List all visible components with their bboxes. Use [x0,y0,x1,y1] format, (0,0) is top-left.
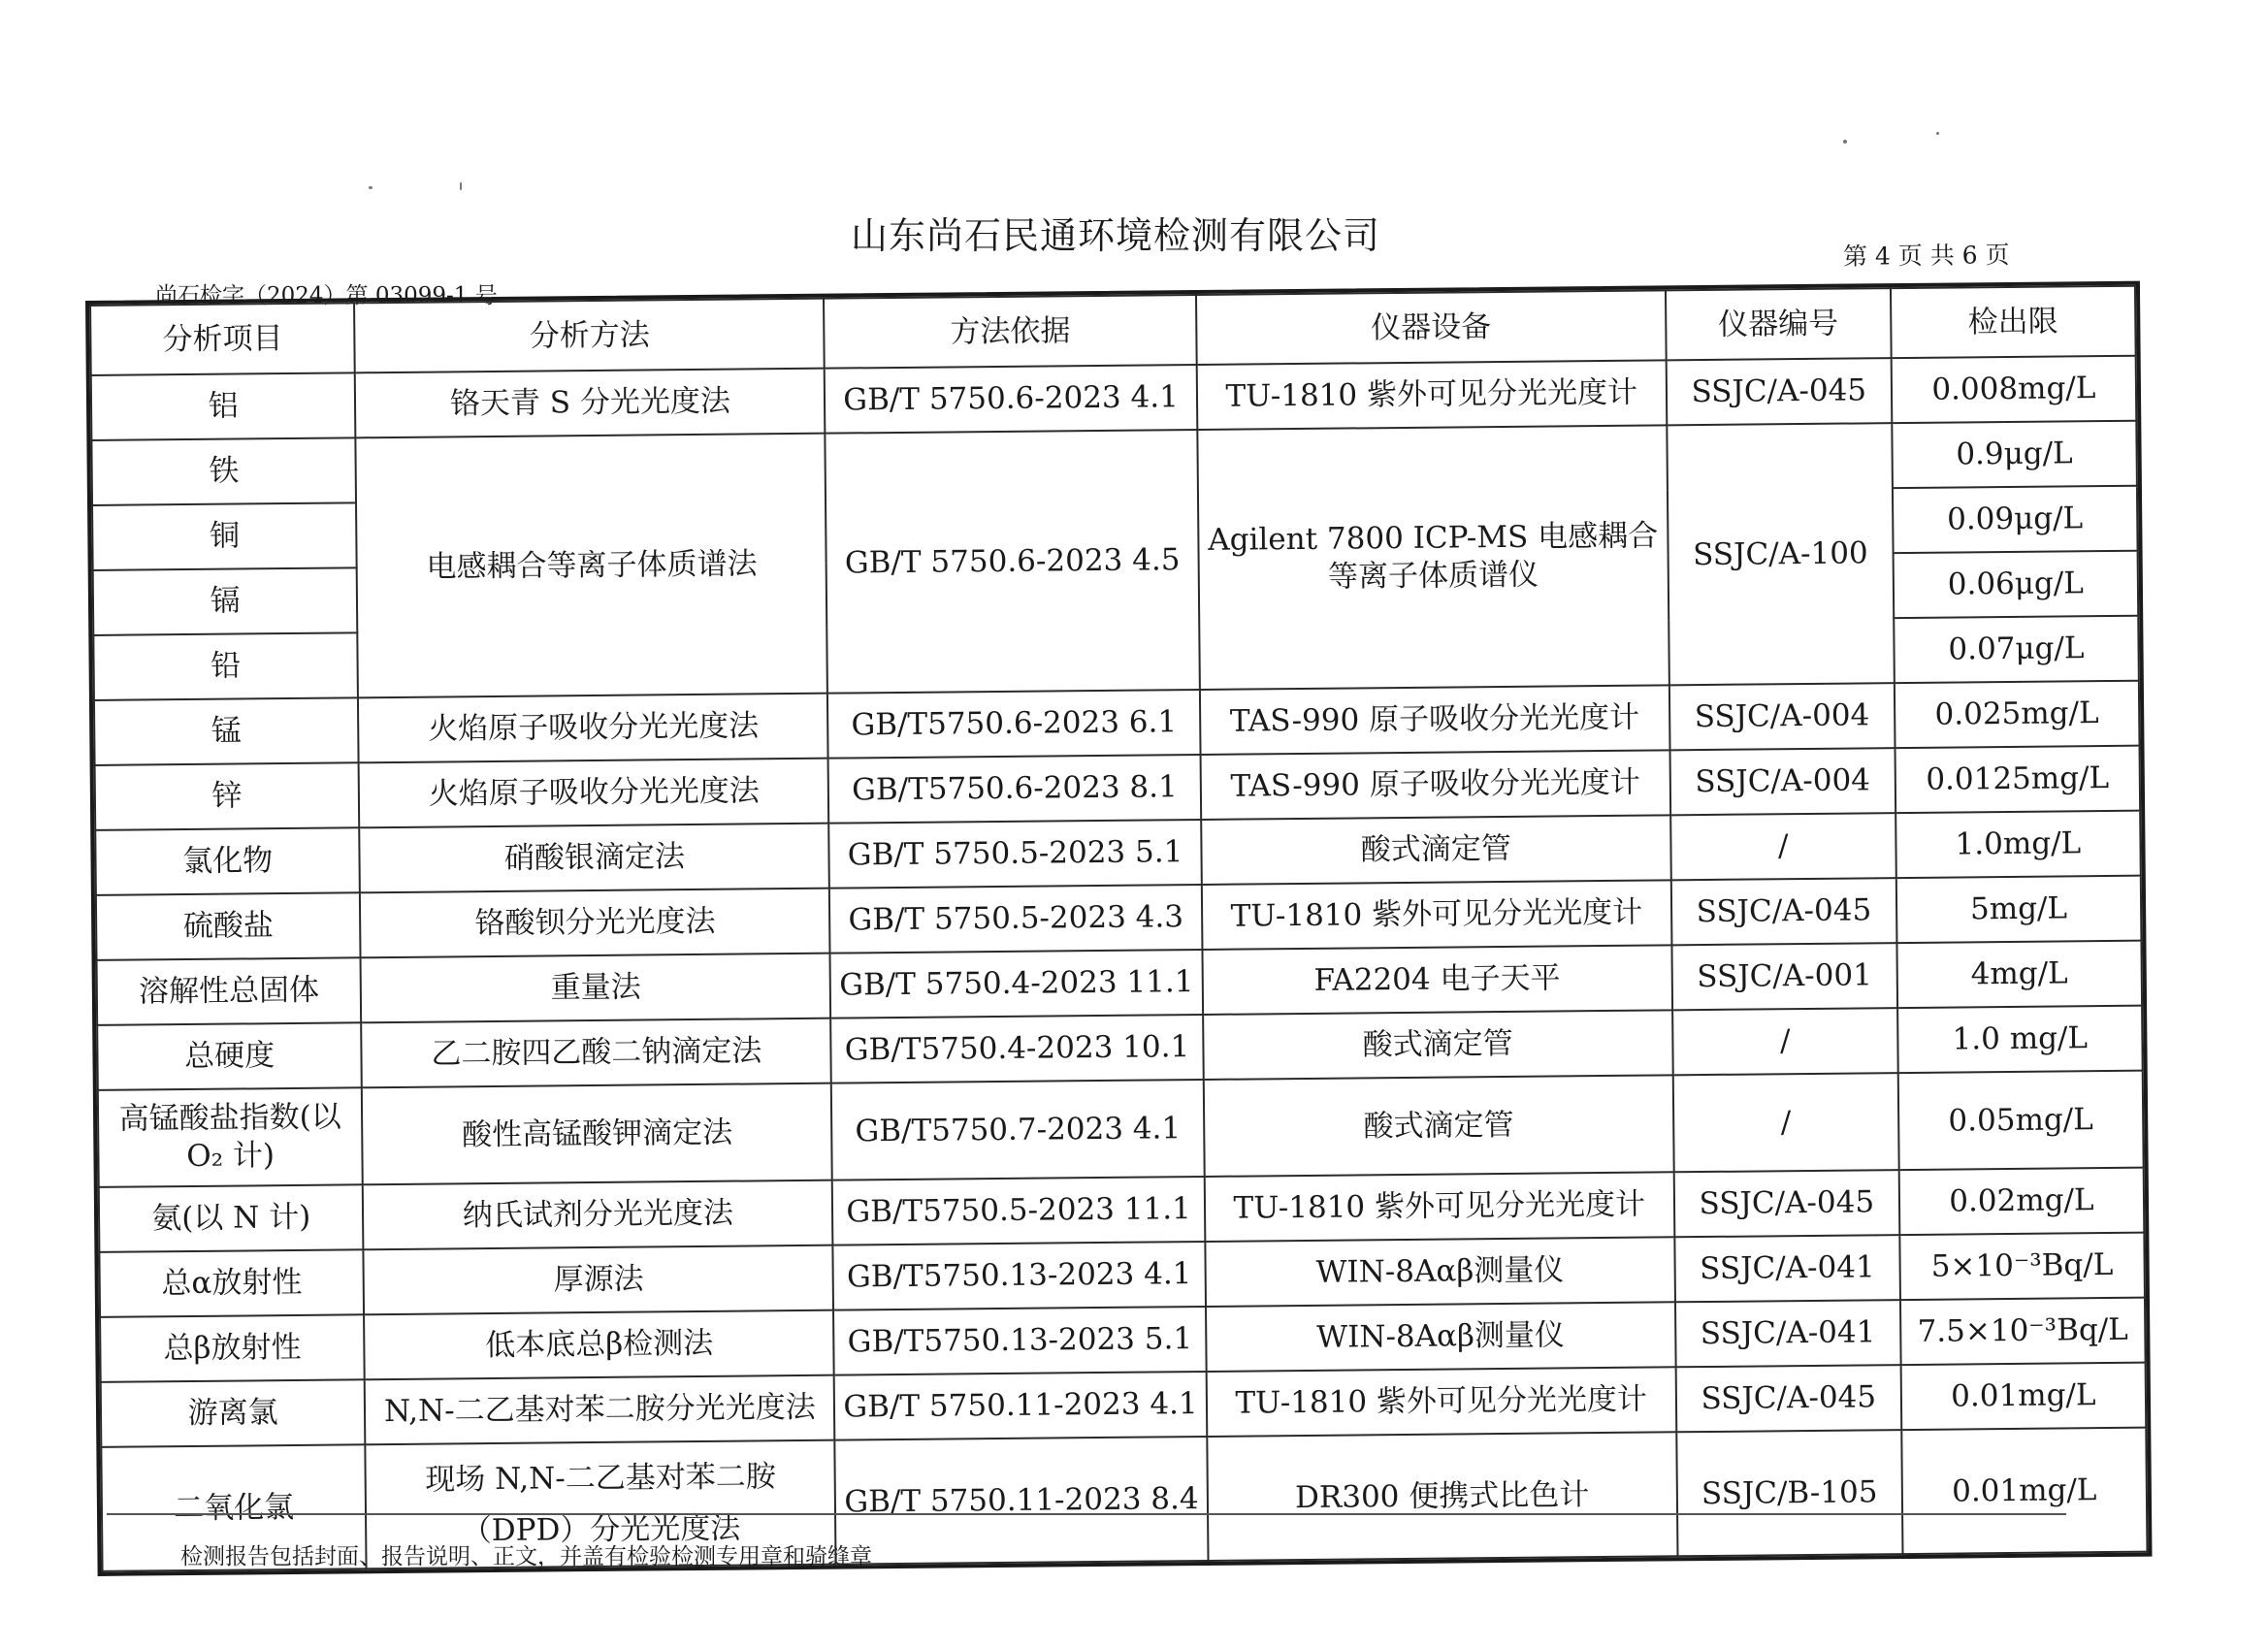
instrument-id-cell: SSJC/A-045 [1675,1365,1901,1432]
instrument-id-cell: SSJC/A-004 [1669,748,1895,815]
analysis-method-cell: 厚源法 [364,1245,834,1315]
method-basis-cell: GB/T5750.5-2023 11.1 [832,1177,1205,1245]
analysis-item-cell: 锰 [94,697,359,765]
detection-limit-cell: 0.02mg/L [1898,1168,2144,1235]
analysis-item-cell: 锌 [95,762,360,830]
method-basis-cell: GB/T 5750.11-2023 8.4 [835,1437,1208,1565]
instrument-id-cell: / [1670,813,1896,880]
analysis-item-cell: 总β放射性 [100,1314,365,1382]
detection-limit-cell: 0.025mg/L [1895,681,2140,748]
instrument-id-cell: SSJC/A-001 [1671,943,1897,1010]
instrument-cell: 酸式滴定管 [1201,815,1671,885]
method-basis-cell: GB/T 5750.5-2023 4.3 [829,885,1202,954]
analysis-method-cell: 火焰原子吸收分光光度法 [358,694,828,763]
instrument-id-cell: / [1672,1008,1898,1075]
method-basis-cell: GB/T5750.4-2023 10.1 [831,1015,1204,1083]
method-basis-cell: GB/T 5750.6-2023 4.5 [826,430,1200,694]
method-basis-cell: GB/T 5750.6-2023 4.1 [825,365,1197,434]
instrument-id-cell: SSJC/A-041 [1675,1300,1901,1367]
analysis-method-cell: 铬酸钡分光光度法 [360,889,830,958]
instrument-id-cell: SSJC/A-100 [1667,423,1895,685]
method-basis-cell: GB/T5750.13-2023 4.1 [833,1242,1206,1310]
method-basis-cell: GB/T5750.7-2023 4.1 [831,1080,1204,1180]
instrument-cell: 酸式滴定管 [1203,1075,1673,1177]
instrument-cell [1197,425,1669,690]
detection-limit-cell: 0.01mg/L [1900,1363,2146,1430]
analysis-item-cell: 总α放射性 [99,1249,364,1317]
method-basis-cell: GB/T5750.6-2023 6.1 [827,690,1200,759]
analysis-item-cell: 铁 [91,437,356,505]
column-header: 分析方法 [354,299,825,373]
scan-speck [1843,140,1847,144]
instrument-cell: TU-1810 紫外可见分光光度计 [1202,880,1672,950]
company-title: 山东尚石民通环境检测有限公司 [850,214,1380,257]
instrument-line: Agilent 7800 ICP-MS 电感耦合 [1208,518,1659,559]
instrument-cell: FA2204 电子天平 [1202,945,1672,1015]
instrument-id-cell: SSJC/A-045 [1666,358,1892,425]
detection-limit-cell: 0.06μg/L [1893,551,2138,618]
detection-limit-cell: 1.0 mg/L [1897,1006,2143,1073]
column-header: 仪器编号 [1666,288,1892,360]
analysis-item-cell: 游离氯 [101,1379,366,1447]
analysis-method-cell: 重量法 [361,954,831,1023]
column-header: 方法依据 [824,295,1196,369]
instrument-cell: TAS-990 原子吸收分光光度计 [1200,685,1670,755]
analysis-item-cell: 铅 [93,632,358,700]
instrument-id-cell: SSJC/A-045 [1671,878,1897,945]
method-basis-cell: GB/T5750.6-2023 8.1 [828,755,1201,824]
analysis-method-cell: 硝酸银滴定法 [360,824,830,893]
instrument-cell: TU-1810 紫外可见分光光度计 [1206,1367,1676,1437]
instrument-line: 等离子体质谱仪 [1327,557,1539,595]
analysis-item-line: 高锰酸盐指数(以 [118,1099,341,1137]
analysis-method-cell: N,N-二乙基对苯二胺分光光度法 [365,1375,835,1445]
method-basis-cell: GB/T 5750.5-2023 5.1 [829,820,1202,889]
instrument-id-cell: / [1673,1073,1899,1172]
instrument-cell: DR300 便携式比色计 [1207,1432,1677,1561]
scan-speck [369,186,373,189]
analysis-item-cell: 硫酸盐 [96,892,361,960]
analysis-method-cell: 乙二胺四乙酸二钠滴定法 [361,1018,831,1088]
analysis-item-cell: 铝 [91,372,356,440]
instrument-id-cell: SSJC/A-004 [1669,683,1895,750]
scan-speck [1936,132,1939,135]
instrument-cell: TU-1810 紫外可见分光光度计 [1204,1172,1674,1242]
detection-limit-cell: 0.9μg/L [1892,421,2137,488]
analysis-method-cell: 纳氏试剂分光光度法 [363,1180,833,1250]
instrument-cell: TAS-990 原子吸收分光光度计 [1200,750,1670,820]
detection-limit-cell: 4mg/L [1896,941,2142,1008]
column-header: 分析项目 [90,303,355,375]
page-indicator: 第 4 页 共 6 页 [1842,241,2010,271]
detection-limit-cell: 0.01mg/L [1901,1428,2147,1554]
method-basis-cell: GB/T5750.13-2023 5.1 [833,1307,1206,1375]
analysis-item-cell: 氨(以 N 计) [99,1184,364,1252]
instrument-cell: TU-1810 紫外可见分光光度计 [1196,360,1667,430]
analysis-item-cell: 总硬度 [97,1022,362,1090]
detection-limit-cell: 1.0mg/L [1895,811,2141,878]
analysis-method-cell: 火焰原子吸收分光光度法 [359,759,829,828]
instrument-cell: WIN-8Aαβ测量仪 [1206,1302,1676,1372]
analysis-method-line: 现场 N,N-二乙基对苯二胺 [425,1459,776,1498]
footer-note: 检测报告包括封面、报告说明、正文，并盖有检验检测专用章和骑缝章 [180,1544,872,1569]
analysis-method-cell: 低本底总β检测法 [364,1310,834,1380]
analysis-method-line: （DPD）分光光度法 [461,1510,741,1549]
detection-limit-cell: 0.07μg/L [1894,616,2139,683]
instrument-id-cell: SSJC/A-045 [1674,1170,1900,1237]
analysis-method-cell: 电感耦合等离子体质谱法 [356,434,828,698]
instrument-id-cell: SSJC/B-105 [1676,1430,1902,1556]
analysis-method-cell: 酸性高锰酸钾滴定法 [362,1083,832,1185]
column-header: 检出限 [1891,286,2136,358]
detection-limit-cell: 5mg/L [1896,876,2142,943]
detection-limit-cell: 7.5×10⁻³Bq/L [1900,1298,2146,1365]
detection-limit-cell: 0.09μg/L [1893,486,2138,553]
instrument-id-cell: SSJC/A-041 [1674,1235,1900,1302]
analysis-item-cell: 镉 [93,567,358,635]
footer-divider [107,1513,2066,1515]
analysis-item-line: O₂ 计) [186,1138,275,1175]
report-number: 尚石检字（2024）第 03099-1 号 [155,283,498,308]
method-basis-cell: GB/T 5750.11-2023 4.1 [834,1372,1207,1440]
detection-limit-cell: 0.0125mg/L [1895,746,2140,813]
scan-speck [460,182,462,190]
method-basis-cell: GB/T 5750.4-2023 11.1 [830,950,1203,1018]
analysis-item-cell [98,1087,363,1187]
instrument-cell: 酸式滴定管 [1203,1010,1673,1080]
analysis-item-cell: 溶解性总固体 [97,957,362,1025]
detection-limit-cell: 5×10⁻³Bq/L [1899,1233,2145,1300]
analysis-item-cell: 二氧化氯 [101,1444,367,1571]
instrument-cell: WIN-8Aαβ测量仪 [1205,1237,1675,1307]
detection-limit-cell: 0.05mg/L [1898,1071,2144,1170]
analysis-item-cell: 氯化物 [95,827,360,895]
analysis-method-cell: 铬天青 S 分光光度法 [355,369,826,438]
analysis-methods-table [85,281,2153,1576]
analysis-item-cell: 铜 [92,502,357,570]
detection-limit-cell: 0.008mg/L [1891,356,2136,423]
column-header: 仪器设备 [1196,290,1667,365]
